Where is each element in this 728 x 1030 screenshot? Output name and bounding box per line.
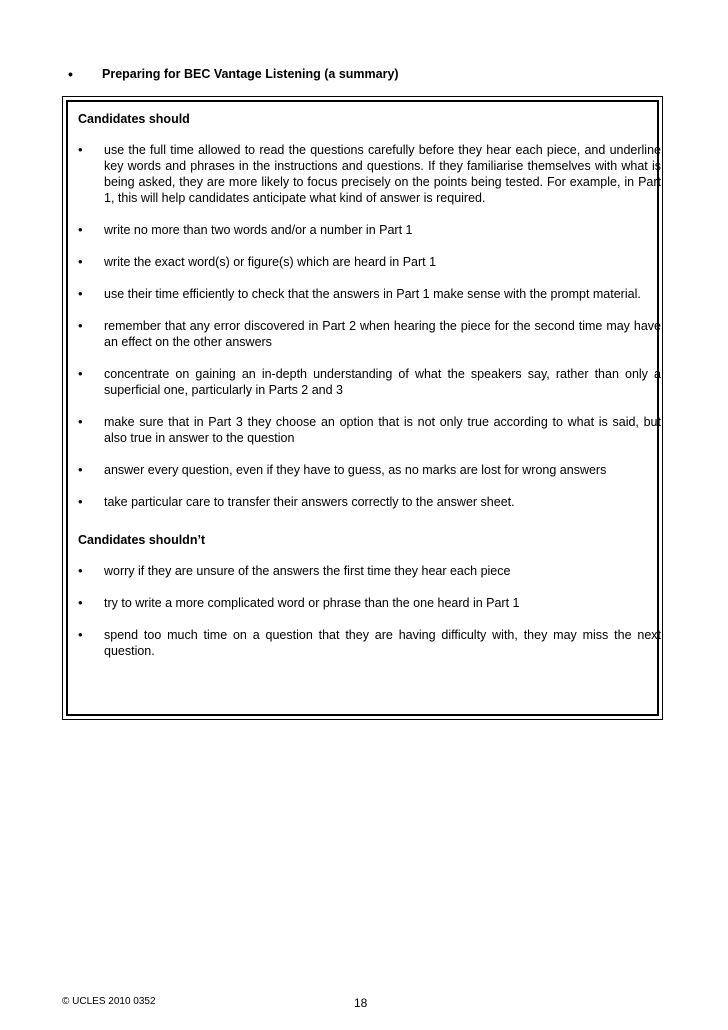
bullet-icon: • — [78, 254, 83, 269]
candidates-should-heading: Candidates should — [78, 112, 190, 126]
section-spacer — [78, 510, 661, 532]
candidates-should-list — [78, 142, 661, 510]
summary-box-content — [78, 111, 661, 659]
bullet-icon: • — [78, 563, 83, 578]
bullet-icon: • — [78, 595, 83, 610]
bullet-icon: • — [78, 494, 83, 509]
list-item — [78, 286, 661, 302]
list-item-text: write no more than two words and/or a number in Part 1 — [104, 223, 413, 237]
list-item-text: use the full time allowed to read the questions carefully before they hear each piece, and underline key words and phrases in the instructions and questions. If they familiarise themselves with what is being asked, they are more likely to focus precisely on the points being tested. For example, in Part 1, this will help candidates anticipate what kind of answer is required. — [104, 143, 661, 205]
list-item-text: make sure that in Part 3 they choose an option that is not only true according to what is said, but also true in answer to the question — [104, 415, 661, 445]
page-heading: Preparing for BEC Vantage Listening (a summary) — [102, 67, 399, 81]
bullet-icon: • — [78, 627, 83, 642]
list-item-text: take particular care to transfer their answers correctly to the answer sheet. — [104, 495, 515, 509]
list-item-text: concentrate on gaining an in-depth understanding of what the speakers say, rather than only a superficial one, particularly in Parts 2 and 3 — [104, 367, 661, 397]
candidates-shouldnt-list — [78, 563, 661, 659]
list-item-text: spend too much time on a question that they are having difficulty with, they may miss the next question. — [104, 628, 661, 658]
bullet-icon: • — [78, 318, 83, 333]
bullet-icon: • — [78, 142, 83, 157]
list-item — [78, 414, 661, 446]
list-item — [78, 462, 661, 478]
list-item-text: write the exact word(s) or figure(s) which are heard in Part 1 — [104, 255, 437, 269]
list-item — [78, 627, 661, 659]
list-item — [78, 142, 661, 206]
list-item — [78, 366, 661, 398]
summary-box — [62, 96, 663, 720]
bullet-icon: • — [78, 286, 83, 301]
bullet-icon: • — [68, 66, 73, 82]
list-item-text: answer every question, even if they have to guess, as no marks are lost for wrong answers — [104, 463, 607, 477]
footer-copyright: © UCLES 2010 0352 — [62, 996, 156, 1007]
list-item-text: remember that any error discovered in Part 2 when hearing the piece for the second time may have an effect on the other answers — [104, 319, 661, 349]
list-item — [78, 494, 661, 510]
bullet-icon: • — [78, 366, 83, 381]
page-number: 18 — [354, 996, 368, 1010]
list-item-text: use their time efficiently to check that the answers in Part 1 make sense with the prompt material. — [104, 287, 641, 301]
list-item — [78, 254, 661, 270]
list-item — [78, 595, 661, 611]
list-item — [78, 563, 661, 579]
bullet-icon: • — [78, 222, 83, 237]
bullet-icon: • — [78, 462, 83, 477]
candidates-shouldnt-heading: Candidates shouldn’t — [78, 533, 206, 547]
list-item-text: worry if they are unsure of the answers the first time they hear each piece — [104, 564, 511, 578]
list-item-text: try to write a more complicated word or phrase than the one heard in Part 1 — [104, 596, 520, 610]
list-item — [78, 222, 661, 238]
list-item — [78, 318, 661, 350]
bullet-icon: • — [78, 414, 83, 429]
